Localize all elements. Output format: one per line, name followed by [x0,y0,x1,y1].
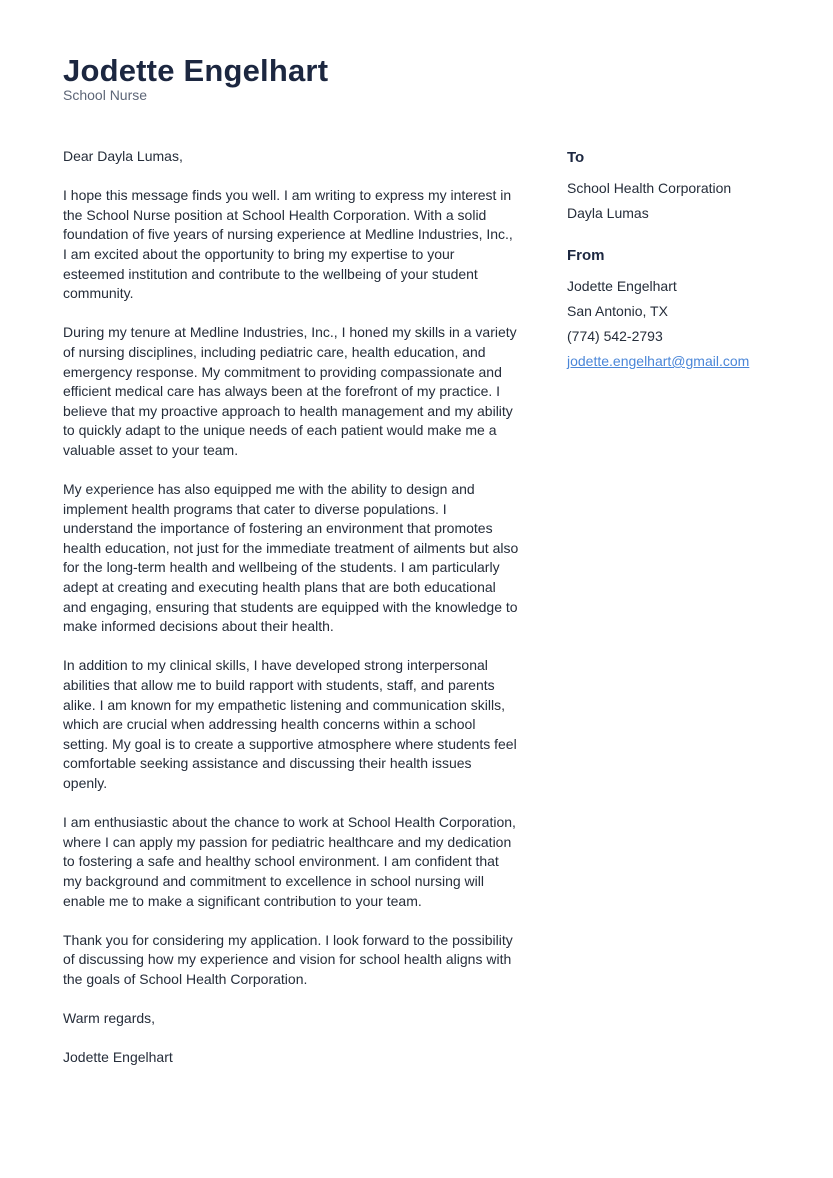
from-section [567,246,807,374]
sidebar [567,148,807,394]
paragraph-2: During my tenure at Medline Industries, Inc., I honed my skills in a variety of nursing disciplines, including pediatric care, health education, and emergency response. My commitment to providing compassionate and efficient medical care has always been at the forefront of my practice. I believe that my proactive approach to health management and my ability to quickly adapt to the unique needs of each patient would make me a valuable asset to your team. [63,324,517,458]
to-section [567,148,807,226]
recipient-name: Dayla Lumas [567,205,649,221]
sender-name: Jodette Engelhart [567,278,677,294]
paragraph-1: I hope this message finds you well. I am writing to express my interest in the School Nurse position at School Health Corporation. With a solid foundation of five years of nursing experience at Medline Industries, Inc., I am excited about the opportunity to bring my expertise to your esteemed institution and contribute to the wellbeing of your student community. [63,187,513,302]
applicant-name: Jodette Engelhart [63,53,329,88]
letter-body [63,147,519,1088]
sender-phone: (774) 542-2793 [567,328,663,344]
signature: Jodette Engelhart [63,1049,173,1066]
paragraph-6: Thank you for considering my application. I look forward to the possibility of discussing how my experience and vision for school health aligns with the goals of School Health Corporation. [63,931,513,987]
salutation: Dear Dayla Lumas, [63,148,183,164]
from-heading: From [567,247,605,264]
recipient-company: School Health Corporation [567,180,732,196]
job-title: School Nurse [63,87,148,103]
closing: Warm regards, [63,1010,156,1027]
sender-location: San Antonio, TX [567,303,668,319]
sender-email-link[interactable]: jodette.engelhart@gmail.com [567,353,750,369]
to-heading: To [567,149,585,166]
header [63,52,328,103]
paragraph-4: In addition to my clinical skills, I have developed strong interpersonal abilities that allow me to build rapport with students, staff, and parents alike. I am known for my empathetic listening and communication skills, which are crucial when addressing health concerns within a school setting. My goal is to create a supportive atmosphere where students feel comfortable seeking assistance and discussing their health issues openly. [63,657,517,791]
paragraph-3: My experience has also equipped me with the ability to design and implement health programs that cater to diverse populations. I understand the importance of fostering an environment that promotes health education, not just for the immediate treatment of ailments but also for the long-term health and wellbeing of the students. I am particularly adept at creating and executing health plans that are both educational and engaging, ensuring that students are equipped with the knowledge to make informed decisions about their health. [63,481,519,635]
paragraph-5: I am enthusiastic about the chance to work at School Health Corporation, where I can apply my passion for pediatric healthcare and my dedication to fostering a safe and healthy school environment. I am confident that my background and commitment to excellence in school nursing will enable me to make a significant contribution to your team. [63,814,516,909]
